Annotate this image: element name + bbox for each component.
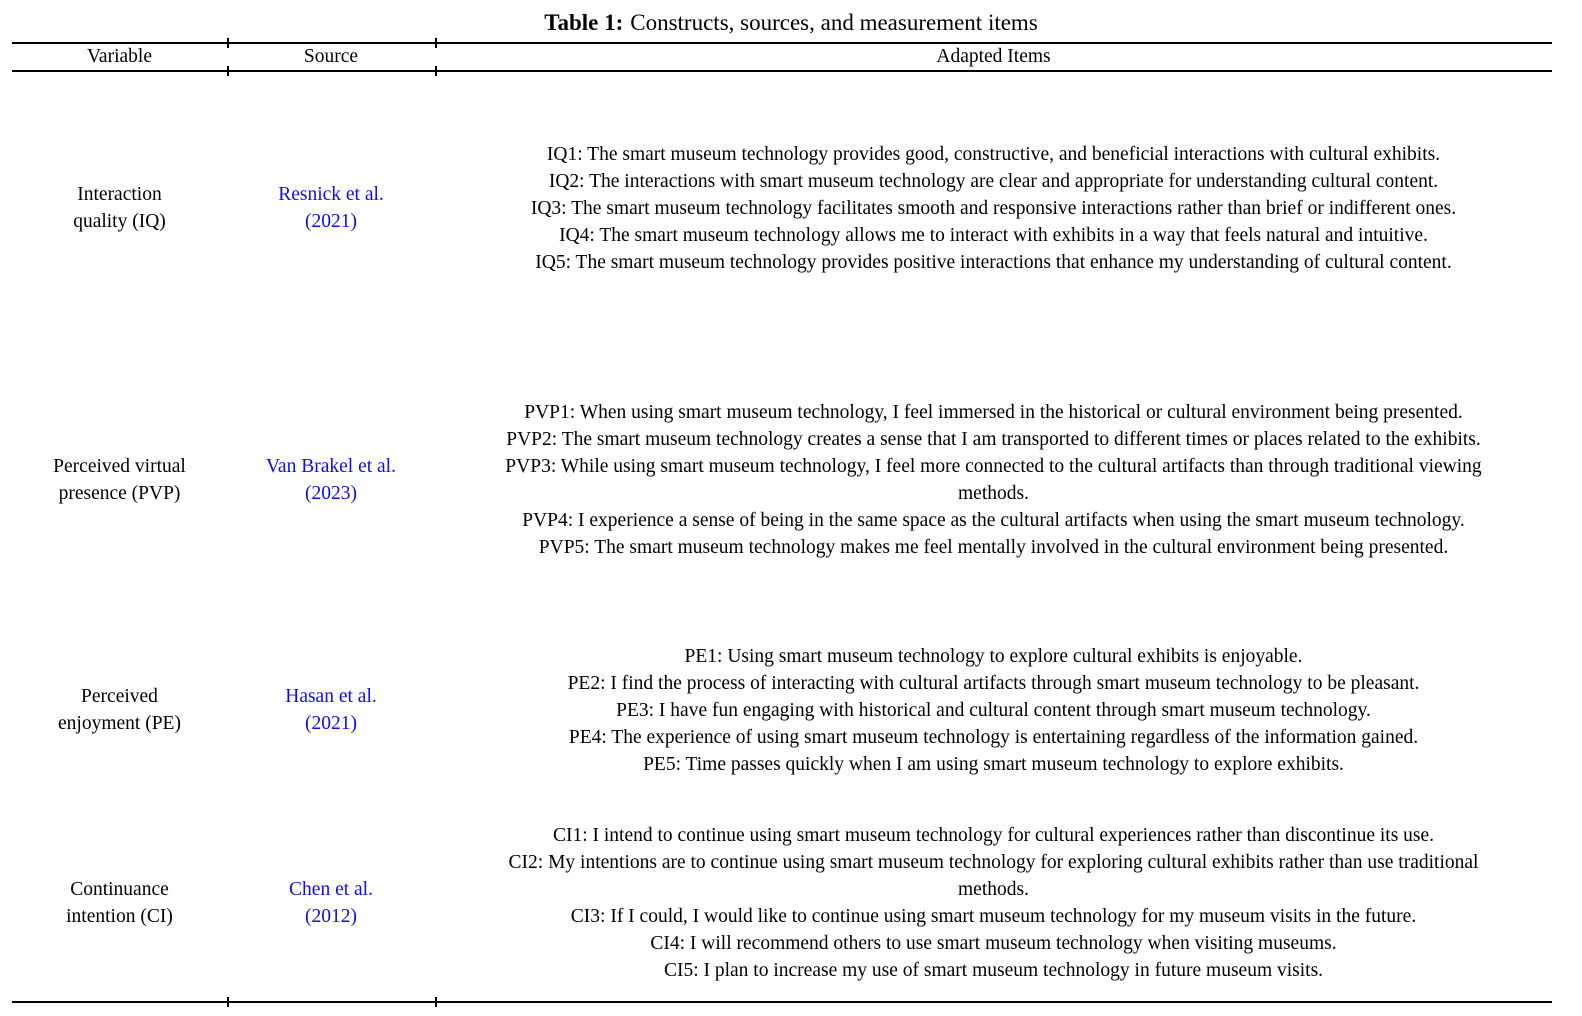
variable-cell (12, 72, 227, 344)
column-divider-tick (435, 997, 437, 1007)
adapted-items-cell (435, 615, 1552, 805)
measurement-item: PE5: Time passes quickly when I am using smart museum technology to explore exhibits. (643, 753, 1344, 775)
variable-cell (12, 344, 227, 615)
measurement-item: IQ3: The smart museum technology facilitates smooth and responsive interactions rather than brief or indifferent ones. (530, 197, 1457, 219)
source-link-line1[interactable]: Chen et al. (289, 879, 373, 900)
measurement-item: CI4: I will recommend others to use smart museum technology when visiting museums. (650, 933, 1337, 954)
variable-label-line1: Perceived (81, 686, 158, 707)
source-link[interactable] (285, 683, 377, 737)
source-link[interactable] (289, 876, 373, 930)
variable-label-line2: intention (CI) (66, 906, 173, 927)
source-link-line1[interactable]: Van Brakel et al. (266, 455, 396, 477)
variable-label (73, 181, 166, 235)
measurement-item: IQ1: The smart museum technology provides good, constructive, and beneficial interactions with cultural exhibits. (546, 143, 1441, 165)
table-caption-title: Constructs, sources, and measurement items (630, 10, 1038, 35)
source-link-line2[interactable]: (2023) (304, 482, 357, 504)
column-header-variable: Variable (87, 46, 152, 67)
adapted-items-cell (435, 805, 1552, 1001)
source-link[interactable] (266, 453, 396, 507)
measurement-item: PE1: Using smart museum technology to explore cultural exhibits is enjoyable. (684, 645, 1303, 667)
source-cell (227, 805, 435, 1001)
source-link-line2[interactable]: (2012) (305, 906, 357, 927)
measurement-item: PE2: I find the process of interacting with cultural artifacts through smart museum technology to be pleasant. (567, 672, 1420, 694)
variable-cell (12, 805, 227, 1001)
adapted-items-cell (435, 72, 1552, 344)
measurement-item: PVP5: The smart museum technology makes me feel mentally involved in the cultural environment being presented. (538, 536, 1449, 558)
table-header-row (12, 45, 1552, 69)
source-link-line1[interactable]: Hasan et al. (285, 686, 377, 707)
measurement-item: CI2: My intentions are to continue using smart museum technology for exploring cultural exhibits rather than use traditional methods. (508, 852, 1479, 900)
variable-label (53, 453, 186, 507)
table-row-interaction-quality (12, 72, 1552, 344)
column-header-source: Source (303, 46, 359, 67)
table-rule-bottom (12, 1001, 1552, 1003)
source-cell (227, 615, 435, 805)
measurement-item: PE4: The experience of using smart museum technology is entertaining regardless of the information gained. (568, 726, 1419, 748)
variable-cell (12, 615, 227, 805)
column-divider-tick (227, 997, 229, 1007)
measurement-item: CI3: If I could, I would like to continue using smart museum technology for my museum visits in the future. (570, 906, 1417, 927)
column-header-adapted-items: Adapted Items (936, 46, 1051, 67)
table-rule-top (12, 42, 1552, 44)
column-divider-tick (435, 38, 437, 48)
measurement-item: PE3: I have fun engaging with historical and cultural content through smart museum technology. (616, 699, 1371, 721)
table-caption (0, 6, 1582, 39)
measurement-item: PVP2: The smart museum technology creates a sense that I am transported to different times or places related to the exhibits. (506, 428, 1481, 450)
column-divider-tick (435, 66, 437, 76)
source-link-line2[interactable]: (2021) (304, 713, 357, 734)
source-link[interactable] (278, 181, 384, 235)
source-cell (227, 344, 435, 615)
source-cell (227, 72, 435, 344)
measurement-item: PVP3: While using smart museum technology, I feel more connected to the cultural artifacts than through traditional viewing methods. (505, 455, 1482, 504)
table-caption-number: Table 1: (544, 10, 624, 35)
variable-label (66, 876, 173, 930)
column-divider-tick (227, 66, 229, 76)
measurement-item: CI5: I plan to increase my use of smart museum technology in future museum visits. (663, 960, 1324, 981)
measurement-item: CI1: I intend to continue using smart museum technology for cultural experiences rather than discontinue its use. (552, 825, 1435, 846)
table-row-perceived-enjoyment (12, 615, 1552, 805)
source-link-line2[interactable]: (2021) (305, 211, 357, 232)
variable-label-line1: Perceived virtual (53, 455, 186, 477)
table-row-perceived-virtual-presence (12, 344, 1552, 615)
measurement-item: IQ5: The smart museum technology provides positive interactions that enhance my understanding of cultural content. (535, 251, 1452, 273)
variable-label (58, 683, 181, 737)
table-row-continuance-intention (12, 805, 1552, 1001)
column-divider-tick (227, 38, 229, 48)
measurement-item: IQ4: The smart museum technology allows me to interact with exhibits in a way that feels natural and intuitive. (559, 224, 1428, 246)
variable-label-line2: quality (IQ) (73, 211, 166, 232)
measurement-item: PVP1: When using smart museum technology, I feel immersed in the historical or cultural environment being presented. (524, 401, 1463, 423)
variable-label-line2: enjoyment (PE) (58, 713, 181, 734)
measurement-item: PVP4: I experience a sense of being in the same space as the cultural artifacts when using the smart museum technology. (522, 509, 1465, 531)
variable-label-line1: Interaction (77, 184, 162, 205)
variable-label-line1: Continuance (70, 879, 169, 900)
variable-label-line2: presence (PVP) (58, 482, 181, 504)
measurement-item: IQ2: The interactions with smart museum technology are clear and appropriate for understanding cultural content. (548, 170, 1439, 192)
adapted-items-cell (435, 344, 1552, 615)
table-body (12, 72, 1552, 1001)
source-link-line1[interactable]: Resnick et al. (278, 184, 384, 205)
